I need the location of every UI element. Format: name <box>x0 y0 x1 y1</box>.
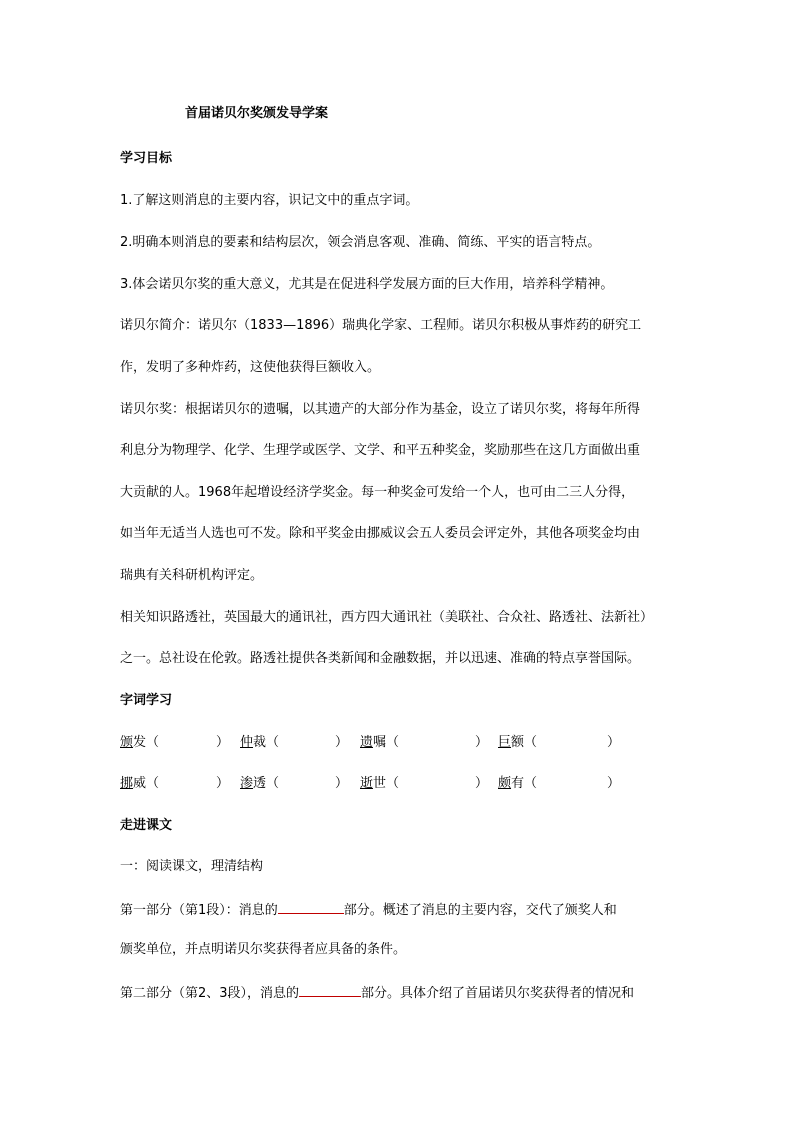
section-heading-goals: 学习目标 <box>120 151 173 166</box>
reuters-intro-line-1: 相关知识路透社，英国最大的通讯社，西方四大通讯社（美联社、合众社、路透社、法新社） <box>120 610 654 625</box>
underlined-char: 挪 <box>120 776 134 791</box>
fill-in-blank[interactable] <box>299 984 361 997</box>
fill-in-blank[interactable] <box>278 901 344 914</box>
underlined-char: 渗 <box>240 776 254 791</box>
underlined-char: 逝 <box>360 776 374 791</box>
word-close-paren: ） <box>335 776 349 791</box>
word-item: 渗透（ <box>240 776 280 791</box>
section-heading-text: 走进课文 <box>120 818 173 833</box>
word-item: 仲裁（ <box>240 735 280 750</box>
part-1-continuation: 颁奖单位，并点明诺贝尔奖获得者应具备的条件。 <box>120 942 407 957</box>
underlined-char: 颇 <box>498 776 512 791</box>
word-close-paren: ） <box>475 735 489 750</box>
underlined-char: 颁 <box>120 735 134 750</box>
nobel-intro-line-2: 作，发明了多种炸药，这使他获得巨额收入。 <box>120 360 381 375</box>
word-item: 挪威（ <box>120 776 160 791</box>
word-close-paren: ） <box>475 776 489 791</box>
reuters-intro-line-2: 之一。总社设在伦敦。路透社提供各类新闻和金融数据，并以迅速、准确的特点享誉国际。 <box>120 651 641 666</box>
word-item: 逝世（ <box>360 776 400 791</box>
prize-intro-line-4: 如当年无适当人选也可不发。除和平奖金由挪威议会五人委员会评定外，其他各项奖金均由 <box>120 526 641 541</box>
word-item: 颁发（ <box>120 735 160 750</box>
word-close-paren: ） <box>335 735 349 750</box>
part-1-line: 第一部分（第1段）：消息的 部分。概述了消息的主要内容，交代了颁奖人和 <box>120 903 617 918</box>
step-1-heading: 一：阅读课文，理清结构 <box>120 859 264 874</box>
prize-intro-line-3: 大贡献的人。1968年起增设经济学奖金。每一种奖金可发给一个人，也可由二三人分得， <box>120 485 635 500</box>
underlined-char: 仲 <box>240 735 254 750</box>
word-close-paren: ） <box>216 735 230 750</box>
word-item: 巨额（ <box>498 735 538 750</box>
word-item: 颇有（ <box>498 776 538 791</box>
goal-2: 2.明确本则消息的要素和结构层次，领会消息客观、准确、简练、平实的语言特点。 <box>120 235 601 250</box>
underlined-char: 巨 <box>498 735 512 750</box>
section-heading-words: 字词学习 <box>120 693 173 708</box>
nobel-intro-line-1: 诺贝尔简介：诺贝尔（1833—1896）瑞典化学家、工程师。诺贝尔积极从事炸药的研究工 <box>120 318 642 333</box>
prize-intro-line-2: 利息分为物理学、化学、生理学或医学、文学、和平五种奖金，奖励那些在这几方面做出重 <box>120 443 641 458</box>
goal-3: 3.体会诺贝尔奖的重大意义，尤其是在促进科学发展方面的巨大作用，培养科学精神。 <box>120 277 614 292</box>
word-close-paren: ） <box>216 776 230 791</box>
prize-intro-line-5: 瑞典有关科研机构评定。 <box>120 568 264 583</box>
word-close-paren: ） <box>607 735 621 750</box>
underlined-char: 遗 <box>360 735 374 750</box>
word-close-paren: ） <box>607 776 621 791</box>
word-item: 遗嘱（ <box>360 735 400 750</box>
document-title: 首届诺贝尔奖颁发导学案 <box>185 106 329 121</box>
goal-1: 1.了解这则消息的主要内容，识记文中的重点字词。 <box>120 193 419 208</box>
part-2-line: 第二部分（第2、3段），消息的 部分。具体介绍了首届诺贝尔奖获得者的情况和 <box>120 986 635 1001</box>
prize-intro-line-1: 诺贝尔奖：根据诺贝尔的遗嘱，以其遗产的大部分作为基金，设立了诺贝尔奖，将每年所得 <box>120 402 641 417</box>
